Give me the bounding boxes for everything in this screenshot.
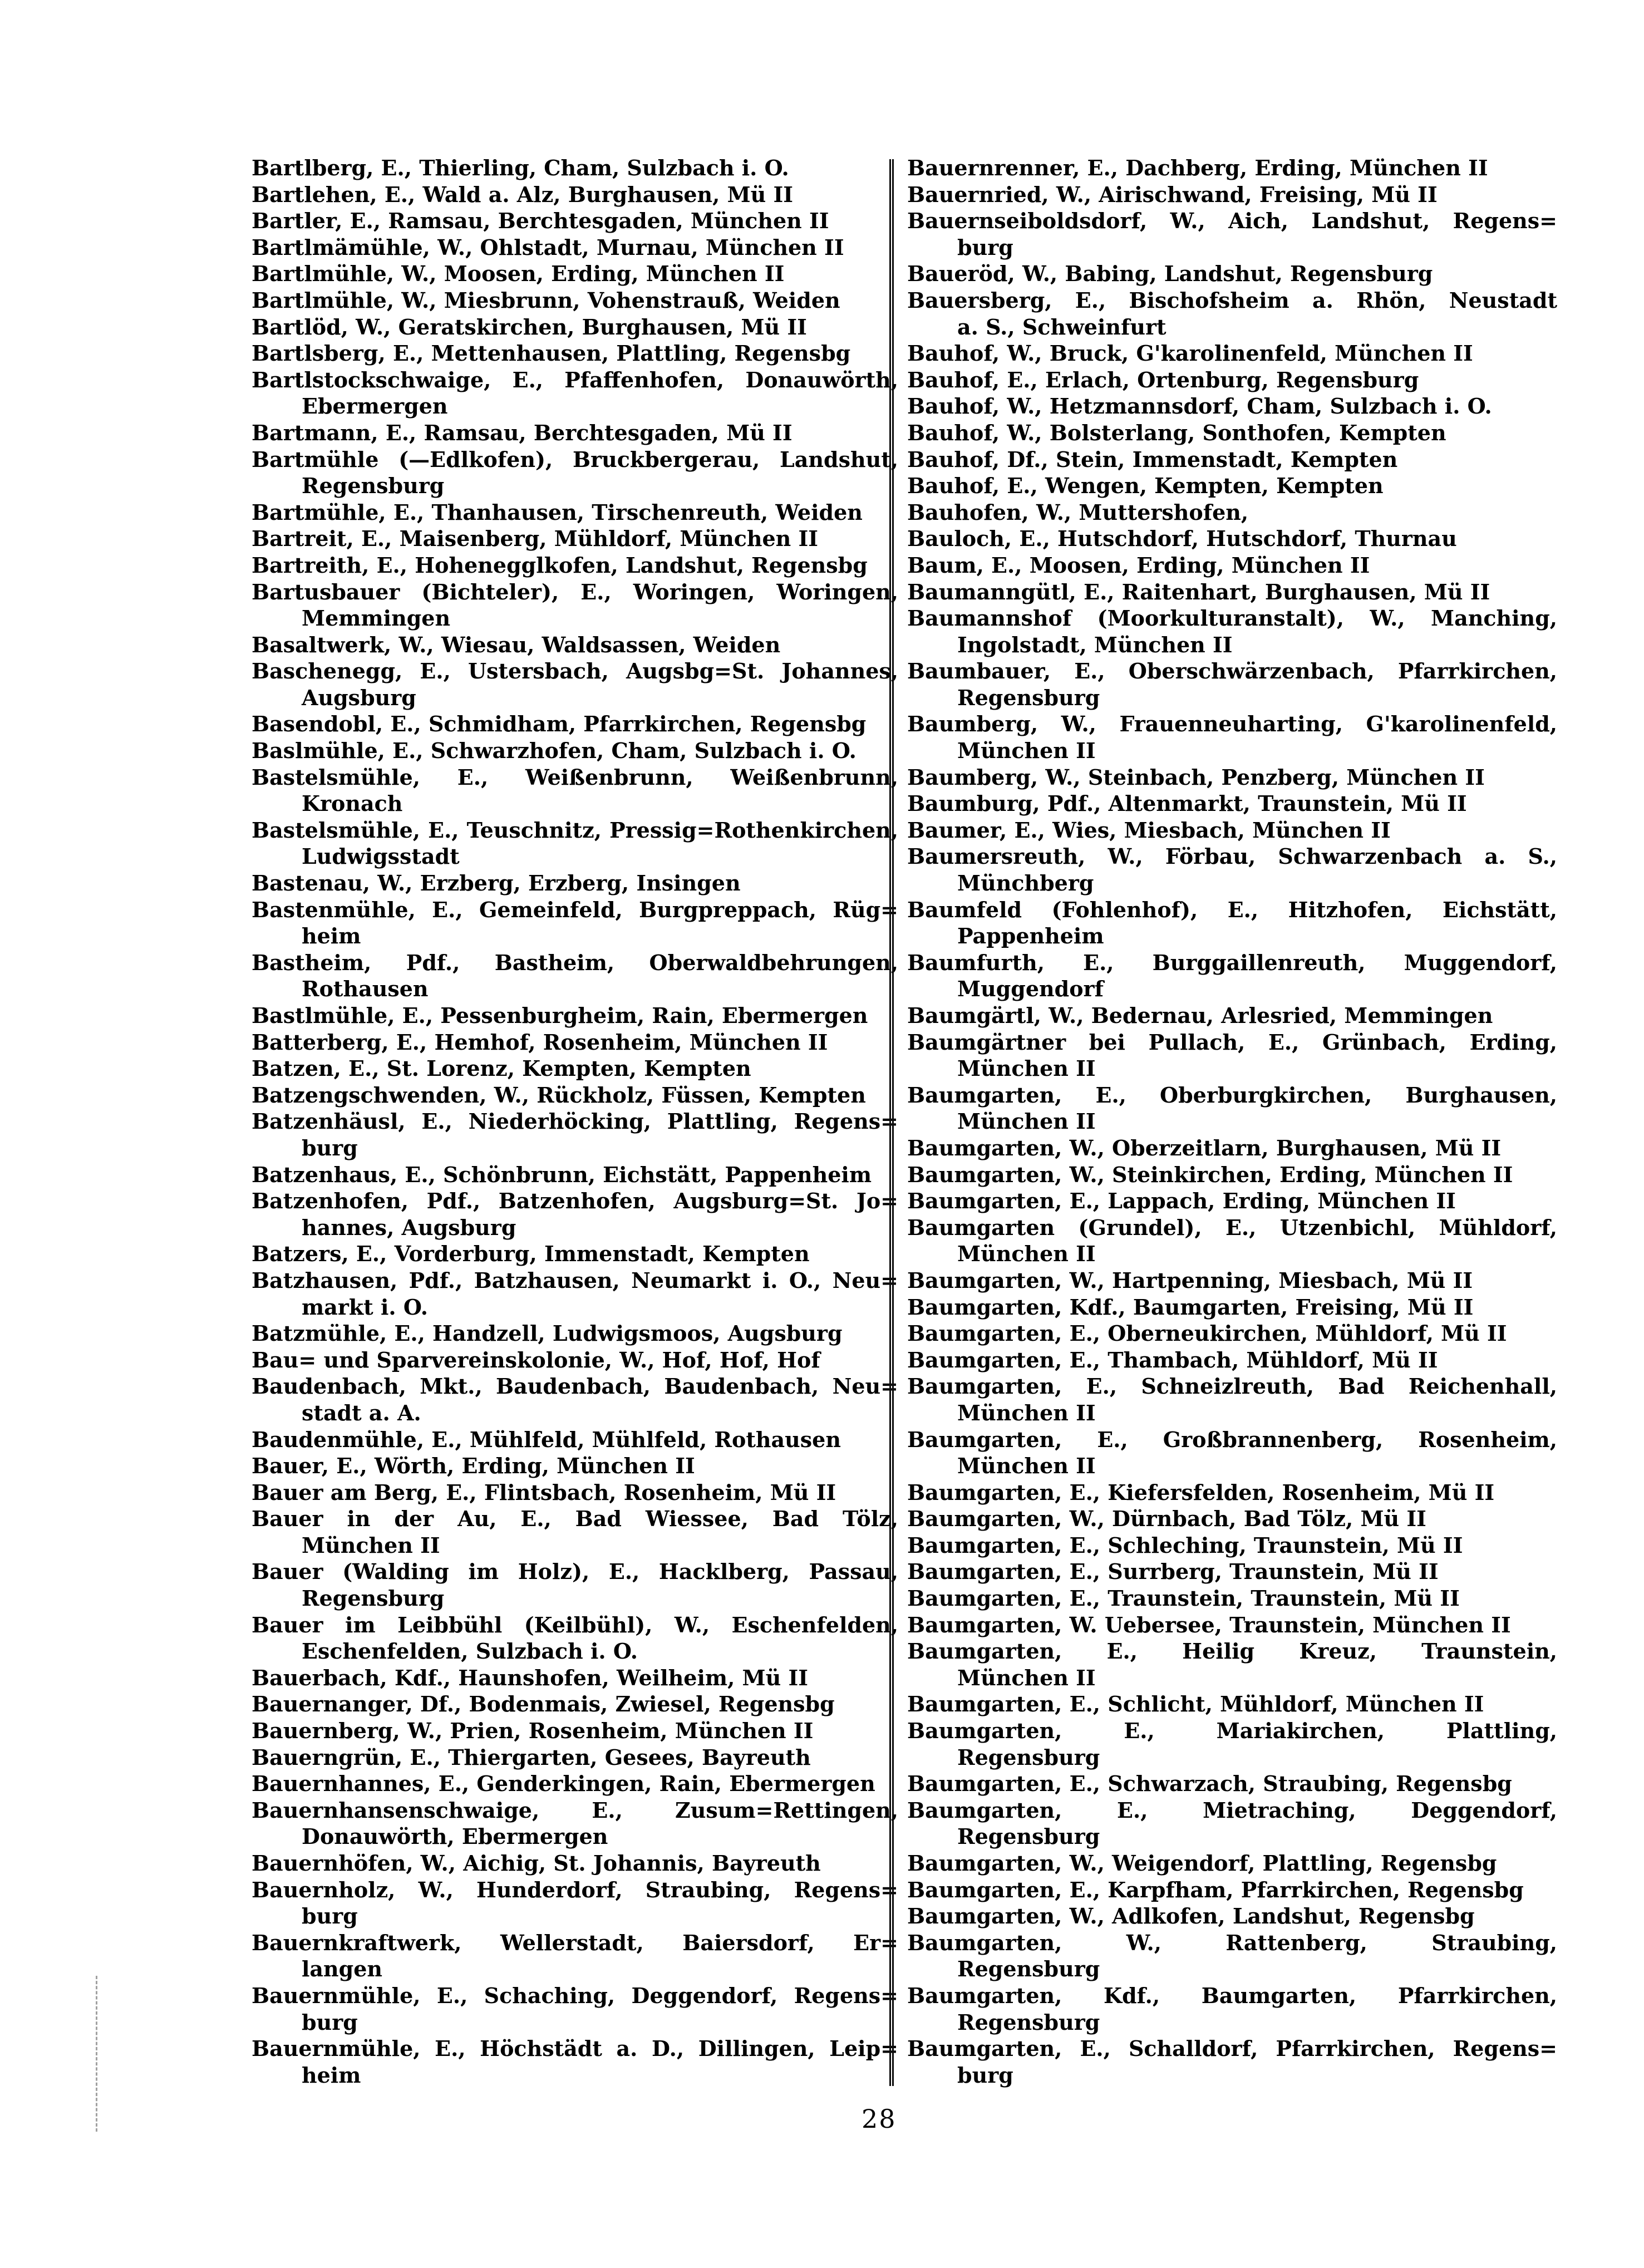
- entry-line: Bauernhannes, E., Genderkingen, Rain, Ebermergen: [252, 1771, 875, 1797]
- gazetteer-entry: [907, 1903, 1557, 1930]
- gazetteer-entry: [252, 1347, 898, 1374]
- entry-line: Basendobl, E., Schmidham, Pfarrkirchen, Regensbg: [252, 711, 867, 737]
- entry-line: Basaltwerk, W., Wiesau, Waldsassen, Weiden: [252, 632, 781, 657]
- gazetteer-entry: [252, 1850, 898, 1877]
- gazetteer-entry: [252, 2035, 898, 2088]
- entry-line: Regensburg: [957, 1824, 1100, 1849]
- entry-line: Bastelsmühle, E., Teuschnitz, Pressig=Rothenkirchen,: [252, 817, 898, 843]
- entry-line: Baumberg, W., Frauenneuharting, G'karolinenfeld,: [907, 711, 1557, 737]
- gazetteer-entry: [907, 1612, 1557, 1639]
- gazetteer-entry: [907, 1638, 1557, 1691]
- gazetteer-entry: [907, 1162, 1557, 1188]
- entry-line: Baumanngütl, E., Raitenhart, Burghausen, Mü II: [907, 579, 1490, 604]
- entry-line: Baudenmühle, E., Mühlfeld, Mühlfeld, Rothausen: [252, 1426, 841, 1452]
- gazetteer-entry: [907, 1558, 1557, 1585]
- gazetteer-entry: [907, 711, 1557, 764]
- entry-line: Baumgarten, W., Hartpenning, Miesbach, Mü II: [907, 1267, 1473, 1293]
- entry-line: burg: [957, 2062, 1013, 2088]
- entry-line: Baumgärtner bei Pullach, E., Grünbach, Erding,: [907, 1029, 1557, 1055]
- entry-line: Baslmühle, E., Schwarzhofen, Cham, Sulzbach i. O.: [252, 738, 857, 764]
- gazetteer-entry: [252, 1665, 898, 1691]
- gazetteer-entry: [252, 658, 898, 711]
- gazetteer-entry: [252, 1320, 898, 1347]
- entry-line: Bauernseiboldsdorf, W., Aich, Landshut, Regens=: [907, 208, 1557, 234]
- gazetteer-entry: [252, 446, 898, 499]
- entry-line: Baumgarten, E., Großbrannenberg, Rosenheim,: [907, 1426, 1557, 1452]
- gazetteer-entry: [907, 420, 1557, 446]
- entry-line: Bauernhansenschwaige, E., Zusum=Rettingen,: [252, 1797, 898, 1823]
- entry-line: Bartlstockschwaige, E., Pfaffenhofen, Donauwörth,: [252, 367, 898, 392]
- gazetteer-entry: [252, 1744, 898, 1771]
- entry-line: München II: [302, 1532, 440, 1558]
- entry-line: Baumgarten, W., Oberzeitlarn, Burghausen, Mü II: [907, 1135, 1502, 1160]
- gazetteer-entry: [907, 1930, 1557, 1982]
- gazetteer-entry: [252, 525, 898, 552]
- entry-line: Batzenhaus, E., Schönbrunn, Eichstätt, Pappenheim: [252, 1162, 872, 1187]
- gazetteer-entry: [907, 525, 1557, 552]
- entry-line: Ebermergen: [302, 393, 448, 419]
- entry-line: Ingolstadt, München II: [957, 632, 1233, 657]
- gazetteer-entry: [252, 1982, 898, 2035]
- gazetteer-entry: [252, 420, 898, 446]
- gazetteer-entry: [907, 1347, 1557, 1374]
- entry-line: burg: [302, 1903, 358, 1929]
- entry-line: Baumgarten, E., Traunstein, Traunstein, Mü II: [907, 1586, 1460, 1611]
- gazetteer-entry: [252, 1797, 898, 1850]
- gazetteer-entry: [907, 790, 1557, 817]
- entry-line: Münchberg: [957, 870, 1094, 896]
- entry-line: Bauer (Walding im Holz), E., Hacklberg, Passau,: [252, 1559, 898, 1585]
- entry-line: Bartlberg, E., Thierling, Cham, Sulzbach i. O.: [252, 155, 789, 180]
- gazetteer-entry: [907, 817, 1557, 844]
- gazetteer-entry: [907, 949, 1557, 1002]
- entry-line: stadt a. A.: [302, 1400, 421, 1425]
- entry-line: Regensburg: [957, 1744, 1100, 1770]
- entry-line: Bau= und Sparvereinskolonie, W., Hof, Hof, Hof: [252, 1347, 820, 1372]
- entry-line: Baumgarten, E., Surrberg, Traunstein, Mü II: [907, 1559, 1439, 1585]
- entry-line: Bauhof, E., Erlach, Ortenburg, Regensburg: [907, 367, 1419, 392]
- gazetteer-entry: [907, 1267, 1557, 1294]
- entry-line: Eschenfelden, Sulzbach i. O.: [302, 1639, 638, 1664]
- gazetteer-entry: [907, 340, 1557, 367]
- entry-line: Baumgarten, Kdf., Baumgarten, Freising, Mü II: [907, 1294, 1474, 1320]
- gazetteer-entry: [252, 155, 898, 181]
- gazetteer-entry: [252, 1506, 898, 1558]
- gazetteer-entry: [252, 737, 898, 764]
- entry-line: München II: [957, 1453, 1096, 1479]
- gazetteer-entry: [907, 499, 1557, 526]
- gazetteer-entry: [252, 1718, 898, 1744]
- gazetteer-entry: [252, 1029, 898, 1056]
- gazetteer-entry: [252, 1691, 898, 1718]
- gazetteer-entry: [252, 340, 898, 367]
- entry-line: Baschenegg, E., Ustersbach, Augsbg=St. Johannes,: [252, 658, 898, 684]
- entry-line: Bauhof, W., Bolsterlang, Sonthofen, Kempten: [907, 420, 1446, 445]
- entry-line: Baumgarten, W., Dürnbach, Bad Tölz, Mü II: [907, 1506, 1426, 1532]
- gazetteer-entry: [252, 764, 898, 817]
- gazetteer-entry: [252, 1162, 898, 1188]
- entry-line: Bauernkraftwerk, Wellerstadt, Baiersdorf, Er=: [252, 1930, 898, 1955]
- gazetteer-entry: [252, 1453, 898, 1479]
- entry-line: Baumgarten, W., Steinkirchen, Erding, München II: [907, 1162, 1513, 1187]
- entry-line: Baumgarten, E., Schwarzach, Straubing, Regensbg: [907, 1771, 1512, 1797]
- entry-line: Bauernhöfen, W., Aichig, St. Johannis, Bayreuth: [252, 1851, 821, 1876]
- entry-line: Augsburg: [302, 685, 416, 710]
- entry-line: Bauernberg, W., Prien, Rosenheim, München II: [252, 1718, 814, 1744]
- gazetteer-entry: [907, 1320, 1557, 1347]
- entry-line: München II: [957, 1109, 1096, 1134]
- gazetteer-entry: [252, 367, 898, 420]
- gazetteer-entry: [907, 1188, 1557, 1214]
- entry-line: Bartlöd, W., Geratskirchen, Burghausen, Mü II: [252, 314, 807, 340]
- entry-line: Regensburg: [957, 1956, 1100, 1982]
- entry-line: Baudenbach, Mkt., Baudenbach, Baudenbach, Neu=: [252, 1374, 898, 1399]
- entry-line: Kronach: [302, 791, 403, 816]
- gazetteer-entry: [252, 1558, 898, 1611]
- entry-line: München II: [957, 1241, 1096, 1267]
- entry-line: heim: [302, 2062, 361, 2088]
- entry-line: Batzhausen, Pdf., Batzhausen, Neumarkt i. O., Neu=: [252, 1267, 898, 1293]
- gazetteer-entry: [252, 1770, 898, 1797]
- entry-line: Batzenhäusl, E., Niederhöcking, Plattling, Regens=: [252, 1109, 898, 1134]
- entry-line: Baumgarten, E., Mariakirchen, Plattling,: [907, 1718, 1557, 1744]
- gazetteer-entry: [252, 287, 898, 314]
- column-divider-rule: [889, 159, 894, 2086]
- gazetteer-entry: [907, 1850, 1557, 1877]
- entry-line: Bartlmühle, W., Miesbrunn, Vohenstrauß, Weiden: [252, 287, 840, 313]
- gazetteer-entry: [252, 234, 898, 261]
- gazetteer-entry: [907, 1797, 1557, 1850]
- entry-line: a. S., Schweinfurt: [957, 314, 1166, 340]
- gazetteer-entry: [252, 897, 898, 949]
- gazetteer-entry: [252, 870, 898, 897]
- gazetteer-entry: [907, 1029, 1557, 1082]
- entry-line: langen: [302, 1956, 383, 1982]
- entry-line: Donauwörth, Ebermergen: [302, 1824, 608, 1849]
- entry-line: Bauer, E., Wörth, Erding, München II: [252, 1453, 695, 1479]
- entry-line: Bauernried, W., Airischwand, Freising, Mü II: [907, 181, 1438, 207]
- gazetteer-entry: [907, 1082, 1557, 1135]
- entry-line: München II: [957, 738, 1096, 764]
- entry-line: Baumgarten, W. Uebersee, Traunstein, München II: [907, 1612, 1511, 1637]
- entry-line: Bauersberg, E., Bischofsheim a. Rhön, Neustadt: [907, 287, 1557, 313]
- gazetteer-entry: [252, 552, 898, 579]
- entry-line: Regensburg: [957, 2009, 1100, 2035]
- gazetteer-entry: [252, 1373, 898, 1426]
- entry-line: Baumgarten, E., Lappach, Erding, München II: [907, 1188, 1456, 1214]
- gazetteer-entry: [252, 1479, 898, 1506]
- entry-line: Pappenheim: [957, 923, 1104, 949]
- gazetteer-entry: [907, 843, 1557, 896]
- gazetteer-entry: [252, 260, 898, 287]
- entry-line: Baumgarten, Kdf., Baumgarten, Pfarrkirchen,: [907, 1982, 1557, 2008]
- entry-line: Baumer, E., Wies, Miesbach, München II: [907, 817, 1391, 843]
- gazetteer-entry: [907, 1214, 1557, 1267]
- entry-line: Regensburg: [302, 473, 445, 499]
- entry-line: Batzen, E., St. Lorenz, Kempten, Kempten: [252, 1056, 751, 1081]
- entry-line: Bauhof, Df., Stein, Immenstadt, Kempten: [907, 446, 1398, 472]
- gazetteer-entry: [252, 314, 898, 341]
- entry-line: Bastlmühle, E., Pessenburgheim, Rain, Ebermergen: [252, 1003, 868, 1028]
- gazetteer-entry: [252, 1241, 898, 1267]
- gazetteer-entry: [907, 2035, 1557, 2088]
- gazetteer-entry: [252, 1082, 898, 1109]
- gazetteer-entry: [907, 1718, 1557, 1770]
- gazetteer-entry: [252, 1002, 898, 1029]
- entry-line: Ludwigsstadt: [302, 844, 460, 869]
- gazetteer-entry: [252, 1930, 898, 1982]
- entry-line: Bartreit, E., Maisenberg, Mühldorf, München II: [252, 526, 819, 552]
- gazetteer-entry: [907, 897, 1557, 949]
- entry-line: burg: [302, 2009, 358, 2035]
- right-column: [907, 155, 1557, 2088]
- entry-line: München II: [957, 1400, 1096, 1425]
- gazetteer-entry: [252, 632, 898, 658]
- entry-line: Bauerngrün, E., Thiergarten, Gesees, Bayreuth: [252, 1744, 811, 1770]
- gazetteer-entry: [252, 711, 898, 737]
- gazetteer-entry: [907, 155, 1557, 181]
- entry-line: Bauer in der Au, E., Bad Wiessee, Bad Tölz,: [252, 1506, 898, 1532]
- entry-line: Bartmühle (—Edlkofen), Bruckbergerau, Landshut,: [252, 446, 898, 472]
- entry-line: Baumburg, Pdf., Altenmarkt, Traunstein, Mü II: [907, 791, 1467, 816]
- gazetteer-entry: [252, 1612, 898, 1665]
- entry-line: Baueröd, W., Babing, Landshut, Regensburg: [907, 261, 1433, 287]
- entry-line: Baumberg, W., Steinbach, Penzberg, München II: [907, 764, 1485, 790]
- gazetteer-entry: [252, 1426, 898, 1453]
- entry-line: Bauhof, W., Hetzmannsdorf, Cham, Sulzbach i. O.: [907, 393, 1492, 419]
- gazetteer-entry: [907, 552, 1557, 579]
- gazetteer-entry: [907, 367, 1557, 393]
- entry-line: Bauhofen, W., Muttershofen,: [907, 499, 1249, 525]
- entry-line: Bartmann, E., Ramsau, Berchtesgaden, Mü II: [252, 420, 793, 445]
- gazetteer-entry: [252, 1877, 898, 1930]
- entry-line: Baumersreuth, W., Förbau, Schwarzenbach a. S.,: [907, 844, 1557, 869]
- entry-line: Rothausen: [302, 976, 429, 1002]
- entry-line: Bauer im Leibbühl (Keilbühl), W., Eschenfelden,: [252, 1612, 898, 1637]
- gazetteer-entry: [907, 287, 1557, 340]
- entry-line: Bartlehen, E., Wald a. Alz, Burghausen, Mü II: [252, 181, 794, 207]
- gazetteer-entry: [907, 605, 1557, 658]
- gazetteer-entry: [252, 817, 898, 870]
- gazetteer-entry: [907, 579, 1557, 606]
- entry-line: Baumgarten, E., Schneizlreuth, Bad Reichenhall,: [907, 1374, 1557, 1399]
- entry-line: Bastenmühle, E., Gemeinfeld, Burgpreppach, Rüg=: [252, 897, 898, 922]
- entry-line: Baumgarten, E., Oberburgkirchen, Burghausen,: [907, 1082, 1557, 1108]
- entry-line: Bauhof, E., Wengen, Kempten, Kempten: [907, 473, 1384, 499]
- gazetteer-entry: [907, 446, 1557, 473]
- gazetteer-entry: [907, 1982, 1557, 2035]
- entry-line: Baumgarten, W., Adlkofen, Landshut, Regensbg: [907, 1903, 1475, 1929]
- gazetteer-entry: [907, 1294, 1557, 1321]
- entry-line: Batzmühle, E., Handzell, Ludwigsmoos, Augsburg: [252, 1321, 843, 1346]
- entry-line: Baumfeld (Fohlenhof), E., Hitzhofen, Eichstätt,: [907, 897, 1557, 922]
- entry-line: Bastelsmühle, E., Weißenbrunn, Weißenbrunn,: [252, 764, 898, 790]
- gazetteer-entry: [907, 1479, 1557, 1506]
- entry-line: Batterberg, E., Hemhof, Rosenheim, München II: [252, 1029, 828, 1055]
- gazetteer-entry: [907, 764, 1557, 791]
- entry-line: Regensburg: [957, 685, 1100, 710]
- entry-line: Bartmühle, E., Thanhausen, Tirschenreuth, Weiden: [252, 499, 863, 525]
- entry-line: Bastenau, W., Erzberg, Erzberg, Insingen: [252, 870, 741, 896]
- fold-mark: [96, 1976, 97, 2132]
- gazetteer-entry: [252, 1188, 898, 1241]
- entry-line: München II: [957, 1056, 1096, 1081]
- gazetteer-entry: [907, 1506, 1557, 1532]
- gazetteer-entry: [252, 579, 898, 632]
- entry-line: Baumgärtl, W., Bedernau, Arlesried, Memmingen: [907, 1003, 1493, 1028]
- gazetteer-entry: [252, 208, 898, 234]
- entry-line: Bartlsberg, E., Mettenhausen, Plattling, Regensbg: [252, 341, 851, 366]
- gazetteer-entry: [252, 499, 898, 526]
- page-number: 28: [862, 2104, 897, 2134]
- entry-line: Bauernholz, W., Hunderdorf, Straubing, Regens=: [252, 1877, 898, 1902]
- entry-line: Regensburg: [302, 1586, 445, 1611]
- entry-line: heim: [302, 923, 361, 949]
- entry-line: hannes, Augsburg: [302, 1214, 516, 1240]
- gazetteer-entry: [907, 658, 1557, 711]
- entry-line: Baumgarten, W., Weigendorf, Plattling, Regensbg: [907, 1851, 1497, 1876]
- entry-line: Bartler, E., Ramsau, Berchtesgaden, München II: [252, 208, 829, 234]
- entry-line: Baumgarten, E., Schlicht, Mühldorf, München II: [907, 1691, 1484, 1717]
- entry-line: Bauernrenner, E., Dachberg, Erding, München II: [907, 155, 1488, 180]
- gazetteer-entry: [907, 1373, 1557, 1426]
- gazetteer-entry: [907, 473, 1557, 499]
- entry-line: Batzers, E., Vorderburg, Immenstadt, Kempten: [252, 1241, 810, 1267]
- gazetteer-entry: [907, 1770, 1557, 1797]
- entry-line: Bauhof, W., Bruck, G'karolinenfeld, München II: [907, 341, 1473, 366]
- entry-line: Batzenhofen, Pdf., Batzenhofen, Augsburg=St. Jo=: [252, 1188, 898, 1214]
- entry-line: Baumgarten, E., Mietraching, Deggendorf,: [907, 1797, 1557, 1823]
- entry-line: Baum, E., Moosen, Erding, München II: [907, 552, 1370, 578]
- entry-line: burg: [302, 1135, 358, 1160]
- entry-line: Bartlmühle, W., Moosen, Erding, München II: [252, 261, 785, 287]
- entry-line: Memmingen: [302, 606, 451, 631]
- left-column: [252, 155, 898, 2088]
- entry-line: Bauernmühle, E., Schaching, Deggendorf, Regens=: [252, 1982, 898, 2008]
- gazetteer-entry: [907, 1135, 1557, 1162]
- entry-line: München II: [957, 1665, 1096, 1690]
- entry-line: burg: [957, 234, 1013, 260]
- entry-line: Bastheim, Pdf., Bastheim, Oberwaldbehrungen,: [252, 949, 898, 975]
- gazetteer-entry: [252, 1108, 898, 1161]
- gazetteer-entry: [252, 1267, 898, 1320]
- entry-line: Bartusbauer (Bichteler), E., Woringen, Woringen,: [252, 579, 898, 604]
- gazetteer-entry: [907, 1691, 1557, 1718]
- gazetteer-entry: [907, 393, 1557, 420]
- gazetteer-entry: [907, 181, 1557, 208]
- gazetteer-entry: [907, 1426, 1557, 1479]
- gazetteer-entry: [907, 1877, 1557, 1903]
- entry-line: Bauloch, E., Hutschdorf, Hutschdorf, Thurnau: [907, 526, 1457, 552]
- entry-line: Baumgarten, E., Thambach, Mühldorf, Mü II: [907, 1347, 1438, 1372]
- gazetteer-entry: [252, 1055, 898, 1082]
- entry-line: Baumgarten, E., Heilig Kreuz, Traunstein,: [907, 1639, 1557, 1664]
- entry-line: Baumgarten, E., Schalldorf, Pfarrkirchen, Regens=: [907, 2036, 1557, 2062]
- gazetteer-entry: [252, 949, 898, 1002]
- entry-line: Baumgarten (Grundel), E., Utzenbichl, Mühldorf,: [907, 1214, 1557, 1240]
- entry-line: Baumgarten, E., Kiefersfelden, Rosenheim, Mü II: [907, 1479, 1495, 1505]
- entry-line: Baumfurth, E., Burggaillenreuth, Muggendorf,: [907, 949, 1557, 975]
- entry-line: Bartlmämühle, W., Ohlstadt, Murnau, München II: [252, 234, 844, 260]
- entry-line: Baumannshof (Moorkulturanstalt), W., Manching,: [907, 606, 1557, 631]
- entry-line: Bauer am Berg, E., Flintsbach, Rosenheim, Mü II: [252, 1479, 836, 1505]
- entry-line: Bauernmühle, E., Höchstädt a. D., Dillingen, Leip=: [252, 2036, 898, 2062]
- entry-line: Baumgarten, E., Schleching, Traunstein, Mü II: [907, 1532, 1463, 1558]
- entry-line: markt i. O.: [302, 1294, 428, 1320]
- gazetteer-entry: [907, 260, 1557, 287]
- entry-line: Baumbauer, E., Oberschwärzenbach, Pfarrkirchen,: [907, 658, 1557, 684]
- entry-line: Batzengschwenden, W., Rückholz, Füssen, Kempten: [252, 1082, 866, 1108]
- entry-line: Baumgarten, E., Karpfham, Pfarrkirchen, Regensbg: [907, 1877, 1524, 1902]
- entry-line: Baumgarten, W., Rattenberg, Straubing,: [907, 1930, 1557, 1955]
- gazetteer-entry: [907, 1585, 1557, 1612]
- entry-line: Baumgarten, E., Oberneukirchen, Mühldorf, Mü II: [907, 1321, 1507, 1346]
- gazetteer-entry: [907, 1002, 1557, 1029]
- entry-line: Bauernanger, Df., Bodenmais, Zwiesel, Regensbg: [252, 1691, 835, 1717]
- entry-line: Bartreith, E., Hohenegglkofen, Landshut, Regensbg: [252, 552, 868, 578]
- gazetteer-entry: [252, 181, 898, 208]
- gazetteer-entry: [907, 208, 1557, 260]
- gazetteer-entry: [907, 1532, 1557, 1559]
- entry-line: Bauerbach, Kdf., Haunshofen, Weilheim, Mü II: [252, 1665, 809, 1690]
- entry-line: Muggendorf: [957, 976, 1104, 1002]
